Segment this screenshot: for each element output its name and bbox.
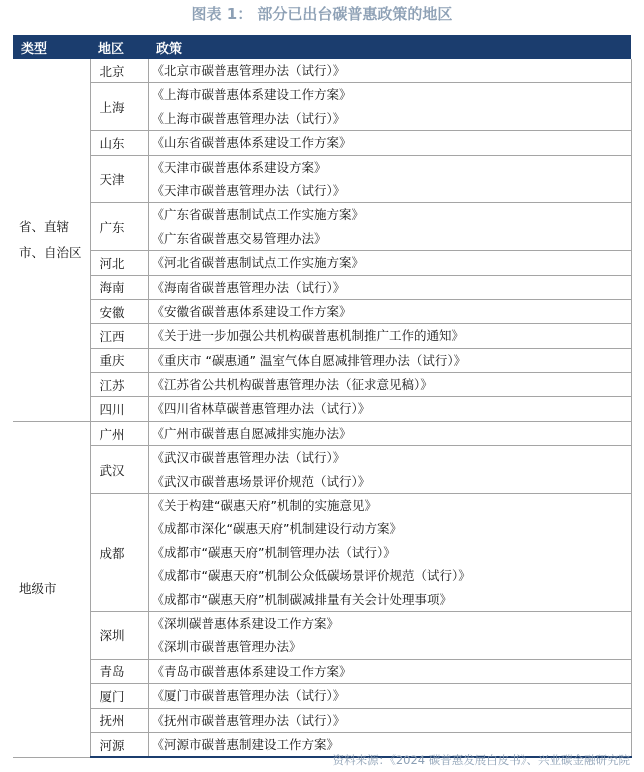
region-cell: 成都 bbox=[90, 494, 148, 612]
table-row bbox=[13, 446, 631, 494]
policy-item: 《关于构建“碳惠天府”机制的实施意见》 bbox=[151, 498, 377, 514]
table-row bbox=[13, 83, 631, 131]
table-row bbox=[13, 421, 631, 445]
policy-cell bbox=[148, 324, 631, 348]
type-cell: 地级市 bbox=[13, 421, 90, 757]
policy-cell bbox=[148, 251, 631, 275]
region-cell: 海南 bbox=[90, 275, 148, 299]
table-row bbox=[13, 203, 631, 251]
policy-cell bbox=[148, 373, 631, 397]
table-row bbox=[13, 299, 631, 323]
region-cell: 江苏 bbox=[90, 373, 148, 397]
policy-item: 《四川省林草碳普惠管理办法（试行）》 bbox=[151, 401, 371, 417]
policy-cell bbox=[148, 83, 631, 131]
policy-cell bbox=[148, 684, 631, 708]
policy-item: 《青岛市碳普惠体系建设工作方案》 bbox=[151, 663, 352, 679]
policy-item: 《江苏省公共机构碳普惠管理办法（征求意见稿）》 bbox=[151, 377, 433, 393]
table-row bbox=[13, 684, 631, 708]
table-row bbox=[13, 131, 631, 155]
policy-cell bbox=[148, 421, 631, 445]
policy-item: 《厦门市碳普惠管理办法（试行）》 bbox=[151, 688, 346, 704]
policy-item: 《河源市碳普惠制建设工作方案》 bbox=[151, 736, 340, 752]
region-cell: 广东 bbox=[90, 203, 148, 251]
policy-item: 《广东省碳普惠交易管理办法》 bbox=[151, 230, 327, 246]
type-cell: 省、直辖市、自治区 bbox=[13, 59, 90, 421]
table-row bbox=[13, 59, 631, 83]
region-cell: 安徽 bbox=[90, 299, 148, 323]
policy-item: 《深圳市碳普惠管理办法》 bbox=[151, 639, 302, 655]
policy-item: 《武汉市碳普惠管理办法（试行）》 bbox=[151, 450, 346, 466]
policy-item: 《上海市碳普惠管理办法（试行）》 bbox=[151, 110, 346, 126]
region-cell: 青岛 bbox=[90, 659, 148, 683]
region-cell: 深圳 bbox=[90, 611, 148, 659]
region-cell: 河源 bbox=[90, 732, 148, 757]
policy-item: 《广州市碳普惠自愿减排实施办法》 bbox=[151, 425, 352, 441]
table-row bbox=[13, 275, 631, 299]
policy-table bbox=[13, 35, 632, 758]
header-type: 类型 bbox=[13, 35, 90, 59]
table-row bbox=[13, 659, 631, 683]
policy-cell bbox=[148, 131, 631, 155]
policy-cell bbox=[148, 155, 631, 203]
policy-item: 《海南省碳普惠管理办法（试行）》 bbox=[151, 279, 346, 295]
policy-item: 《成都市“碳惠天府”机制管理办法（试行）》 bbox=[151, 544, 396, 560]
policy-item: 《山东省碳普惠体系建设工作方案》 bbox=[151, 135, 352, 151]
table-row bbox=[13, 348, 631, 372]
table-row bbox=[13, 251, 631, 275]
policy-item: 《武汉市碳普惠场景评价规范（试行）》 bbox=[151, 473, 371, 489]
region-cell: 河北 bbox=[90, 251, 148, 275]
policy-item: 《关于进一步加强公共机构碳普惠机制推广工作的通知》 bbox=[151, 328, 465, 344]
policy-item: 《成都市深化“碳惠天府”机制建设行动方案》 bbox=[151, 521, 402, 537]
header-policy: 政策 bbox=[148, 35, 631, 59]
policy-item: 《重庆市 “碳惠通” 温室气体自愿减排管理办法（试行）》 bbox=[151, 352, 467, 368]
region-cell: 江西 bbox=[90, 324, 148, 348]
policy-cell bbox=[148, 275, 631, 299]
header-region: 地区 bbox=[90, 35, 148, 59]
table-body bbox=[13, 59, 631, 757]
table-header-row bbox=[13, 35, 631, 59]
policy-cell bbox=[148, 59, 631, 83]
region-cell: 上海 bbox=[90, 83, 148, 131]
policy-item: 《深圳碳普惠体系建设工作方案》 bbox=[151, 615, 340, 631]
figure-title: 图表 1： 部分已出台碳普惠政策的地区 bbox=[191, 5, 453, 23]
table-row bbox=[13, 611, 631, 659]
table-row bbox=[13, 494, 631, 612]
source-note: 资料来源：《2024 碳普惠发展白皮书》、兴业碳金融研究院 bbox=[332, 753, 630, 767]
region-cell: 抚州 bbox=[90, 708, 148, 732]
region-cell: 北京 bbox=[90, 59, 148, 83]
policy-item: 《成都市“碳惠天府”机制碳减排量有关会计处理事项》 bbox=[151, 591, 452, 607]
policy-cell bbox=[148, 659, 631, 683]
region-cell: 重庆 bbox=[90, 348, 148, 372]
region-cell: 厦门 bbox=[90, 684, 148, 708]
region-cell: 广州 bbox=[90, 421, 148, 445]
policy-item: 《广东省碳普惠制试点工作实施方案》 bbox=[151, 207, 365, 223]
policy-cell bbox=[148, 708, 631, 732]
table-row bbox=[13, 373, 631, 397]
table-row bbox=[13, 397, 631, 421]
policy-item: 《天津市碳普惠管理办法（试行）》 bbox=[151, 182, 346, 198]
region-cell: 山东 bbox=[90, 131, 148, 155]
table-row bbox=[13, 324, 631, 348]
policy-item: 《抚州市碳普惠管理办法（试行）》 bbox=[151, 712, 346, 728]
policy-cell bbox=[148, 203, 631, 251]
policy-item: 《安徽省碳普惠体系建设工作方案》 bbox=[151, 303, 352, 319]
policy-cell bbox=[148, 611, 631, 659]
policy-item: 《北京市碳普惠管理办法（试行）》 bbox=[151, 63, 346, 78]
region-cell: 武汉 bbox=[90, 446, 148, 494]
policy-item: 《成都市“碳惠天府”机制公众低碳场景评价规范（试行）》 bbox=[151, 568, 471, 584]
policy-cell bbox=[148, 299, 631, 323]
table-row bbox=[13, 708, 631, 732]
policy-cell bbox=[148, 348, 631, 372]
region-cell: 天津 bbox=[90, 155, 148, 203]
policy-cell bbox=[148, 446, 631, 494]
table-row bbox=[13, 155, 631, 203]
policy-item: 《上海市碳普惠体系建设工作方案》 bbox=[151, 87, 352, 103]
policy-cell bbox=[148, 494, 631, 612]
policy-item: 《河北省碳普惠制试点工作实施方案》 bbox=[151, 255, 365, 271]
policy-item: 《天津市碳普惠体系建设方案》 bbox=[151, 159, 327, 175]
policy-cell bbox=[148, 397, 631, 421]
region-cell: 四川 bbox=[90, 397, 148, 421]
